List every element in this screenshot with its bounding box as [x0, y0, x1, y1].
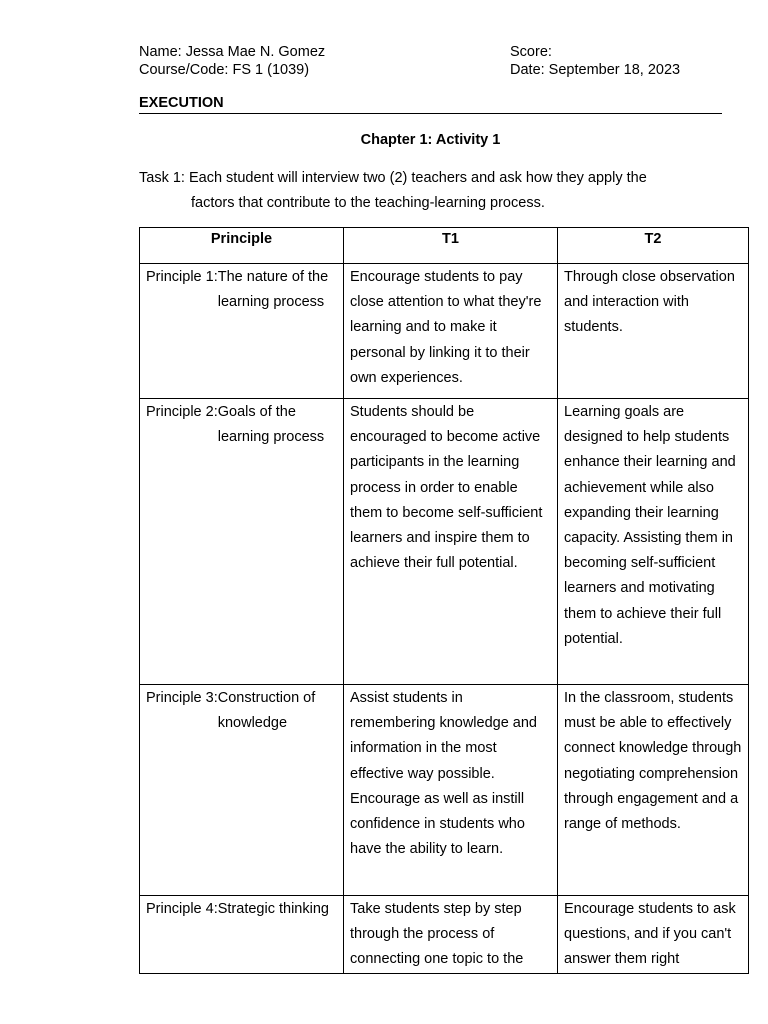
table-row: [140, 399, 749, 685]
task-instructions: [139, 166, 729, 216]
principle-cell: [140, 399, 344, 685]
header-t1: T1: [344, 228, 558, 264]
principle-name: The nature of the learning process: [217, 269, 329, 311]
table-row: [140, 264, 749, 399]
principle-number: Principle 2:: [146, 404, 218, 420]
section-divider: [139, 113, 722, 114]
header-t2: T2: [558, 228, 749, 264]
score-label: Score:: [510, 44, 552, 60]
t1-cell: Students should be encouraged to become active participants in the learning process in order to enable them to become self-sufficient learners and inspire them to achieve their full potential.: [344, 399, 558, 685]
t1-cell: Take students step by step through the process of connecting one topic to the: [344, 896, 558, 974]
header-principle: Principle: [140, 228, 344, 264]
t2-cell: In the classroom, students must be able to effectively connect knowledge through negotiating comprehension through engagement and a range of methods.: [558, 685, 749, 896]
principles-table: [139, 227, 749, 974]
course-code: Course/Code: FS 1 (1039): [139, 62, 310, 78]
t1-cell: Encourage students to pay close attention to what they're learning and to make it personal by linking it to their own experiences.: [344, 264, 558, 399]
principle-number: Principle 4:: [146, 901, 218, 917]
principle-number: Principle 3:: [146, 690, 218, 706]
principle-cell: [140, 264, 344, 399]
date-label: Date: September 18, 2023: [510, 62, 681, 78]
t1-cell: Assist students in remembering knowledge and information in the most effective way possible. Encourage as well as instill confidence in students who have the ability to learn.: [344, 685, 558, 896]
section-title: EXECUTION: [139, 95, 224, 111]
task-line-1: Task 1: Each student will interview two (2) teachers and ask how they apply the: [139, 170, 647, 186]
task-line-2: factors that contribute to the teaching-learning process.: [191, 195, 545, 211]
principle-cell: [140, 896, 344, 974]
student-name: Name: Jessa Mae N. Gomez: [139, 44, 326, 60]
t2-cell: Through close observation and interaction with students.: [558, 264, 749, 399]
table-header-row: [140, 228, 749, 264]
principle-name: Goals of the learning process: [217, 404, 325, 446]
table-row: [140, 896, 749, 974]
chapter-title: Chapter 1: Activity 1: [360, 132, 501, 148]
table-row: [140, 685, 749, 896]
principle-name: Construction of knowledge: [217, 690, 316, 732]
principle-name: Strategic thinking: [217, 901, 329, 917]
principle-number: Principle 1:: [146, 269, 218, 285]
t2-cell: Learning goals are designed to help students enhance their learning and achievement while also expanding their learning capacity. Assisting them in becoming self-sufficient learners and motivating them to achieve their full potential.: [558, 399, 749, 685]
t2-cell: Encourage students to ask questions, and if you can't answer them right: [558, 896, 749, 974]
principle-cell: [140, 685, 344, 896]
